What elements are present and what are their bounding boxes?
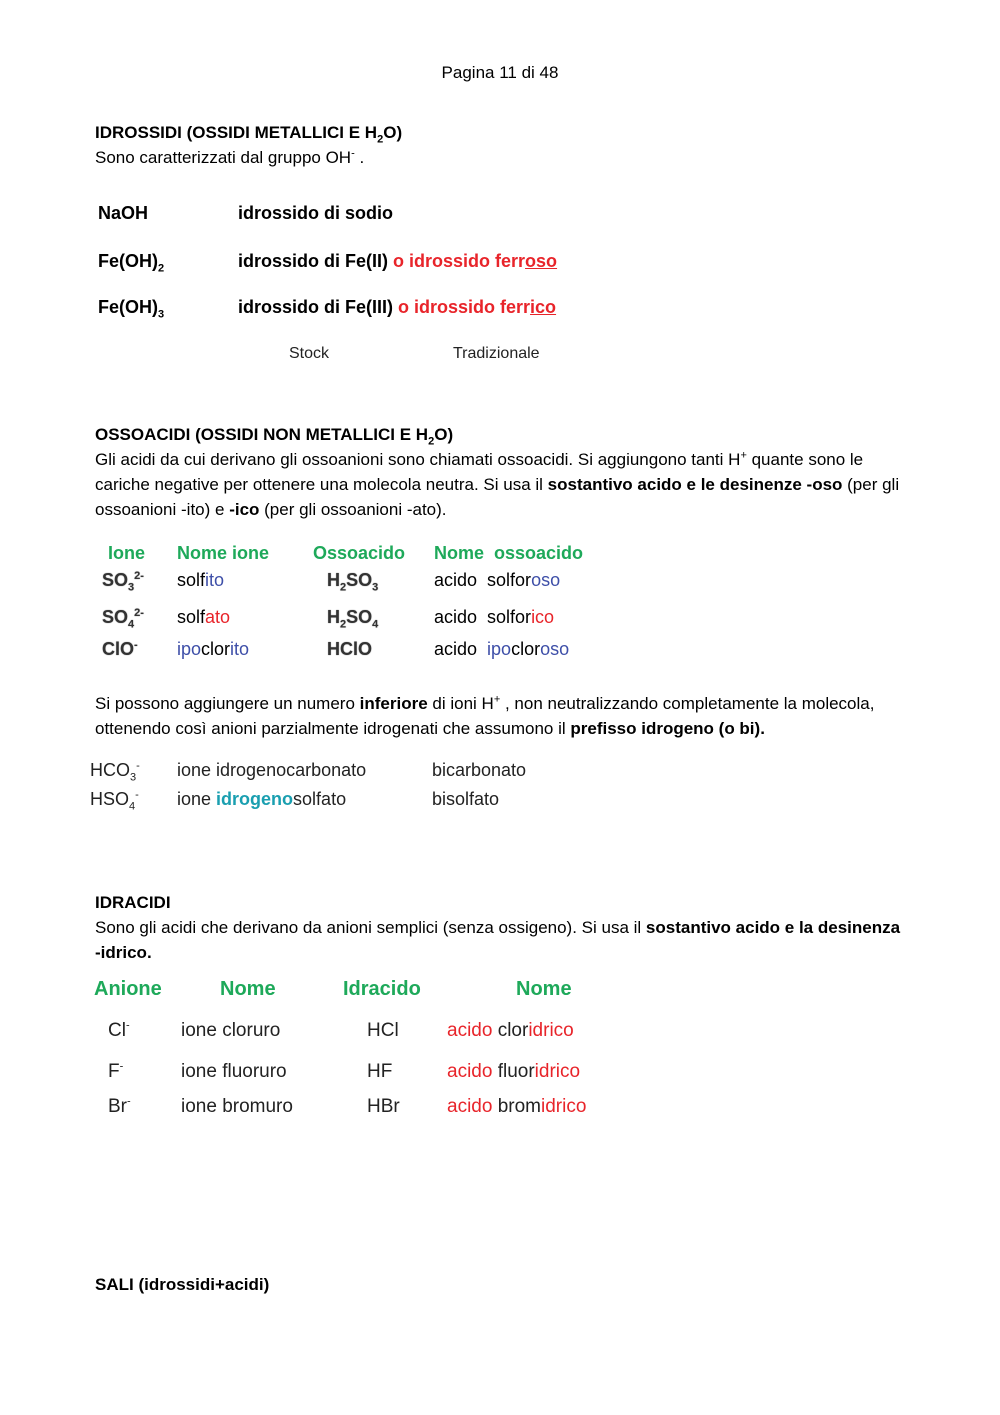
acid-part: H [327,607,340,627]
table-header-nome-ione: Nome ione [177,543,270,563]
idracido-name [447,1096,586,1118]
root: clor [497,1020,529,1041]
symbol: F [108,1061,120,1082]
table-header-nome-ossoacido: Nome ossoacido [434,543,584,563]
root: solf [177,570,206,590]
anion [108,1061,123,1083]
formula-text: Fe(OH) [98,297,158,317]
suffix: ito [230,639,250,659]
ion-sup: 2- [134,607,144,619]
highlight: idrogeno [216,789,294,809]
stock-name: idrossido di Fe(III) [238,297,394,317]
prefix: ipo [177,639,202,659]
anion-name: ione fluoruro [181,1061,287,1082]
section-title-sali: SALI (idrossidi+acidi) [95,1275,270,1294]
formula-sub: 2 [158,262,165,275]
anion [108,1096,131,1118]
sup: - [125,1019,130,1032]
idrossidi-formula: NaOH [98,203,149,223]
table-header-nome-acido: Nome [516,978,572,1000]
symbol: Cl [108,1020,126,1041]
text: Sono gli acidi che derivano da anioni semplici (senza ossigeno). Si usa il [95,918,646,937]
acid-formula: HClO [327,639,372,659]
sup: + [740,449,747,462]
text: Gli acidi da cui derivano gli ossoanioni sono chiamati ossoacidi. Si aggiungono tanti H [95,450,741,469]
symbol: Br [108,1096,127,1117]
table-header-nome: Nome [220,978,276,1000]
text: solfato [293,789,347,809]
acid-name [434,607,554,628]
sub: 3 [130,771,137,784]
trad-suffix: oso [525,251,558,271]
ion-sub: 3 [128,581,135,594]
formula-sub: 3 [158,308,165,321]
suffix: ato [205,607,231,627]
sub: 4 [129,800,136,813]
title-end: O) [383,123,403,142]
title-text: OSSOACIDI (OSSIDI NON METALLICI E H [95,425,429,444]
trad-name: o idrossido ferr [393,297,531,317]
section-title-idrossidi [95,120,402,145]
acid-part: H [327,570,340,590]
root: clor [201,639,231,659]
acid-formula [327,607,379,631]
bold-text: prefisso idrogeno (o bi). [570,719,765,738]
label-stock: Stock [289,345,330,362]
idracido-formula: HBr [367,1096,400,1117]
anion-name: ione cloruro [181,1020,281,1041]
title-sub: 2 [428,435,435,448]
acid-sub: 4 [372,618,379,631]
text: di ioni H [427,694,494,713]
idrossidi-name [238,297,556,318]
acid-name [434,639,569,660]
partial-name: ione idrogenocarbonato [177,760,367,780]
word: acido [447,1020,493,1041]
suffix: idrico [534,1061,581,1082]
anion-name: ione bromuro [181,1096,293,1117]
title-end: O) [434,425,454,444]
acid-part: SO [346,570,373,590]
idracido-formula: HF [367,1061,393,1082]
bold-text: inferiore [359,694,428,713]
mid: clor [511,639,541,659]
sup: - [136,760,140,772]
section-title-ossoacidi [95,422,453,447]
suffix: idrico [541,1096,587,1117]
ion: SO [102,607,129,627]
ion-sup: 2- [134,570,144,582]
partial-name [177,789,346,810]
acid-sub: 2 [340,618,347,631]
bold-text: sostantivo acido e le desinenze -oso [547,475,843,494]
idrossidi-name: idrossido di sodio [238,203,394,223]
table-header-ossoacido: Ossoacido [313,543,406,563]
text: (per gli ossoanioni -ito) e [95,475,900,519]
intro-sup: - [351,147,355,160]
acid-part: SO [346,607,373,627]
idracido-name [447,1061,580,1083]
partial-trad: bicarbonato [432,760,527,780]
ion-sub: 4 [128,618,135,631]
bold-text: sostantivo acido e la desinenza -idrico. [95,918,901,962]
ion-name [177,607,230,628]
table-header-ione: Ione [108,543,146,563]
text: quante sono le cariche negative per ottenere una molecola neutra. Si usa il [95,450,864,494]
idracido-name [447,1020,574,1042]
bold-text: -ico [229,500,260,519]
text: ione [177,789,217,809]
sup: - [127,1095,131,1108]
word: acido [447,1096,493,1117]
ion: SO [102,570,129,590]
partial-formula [90,789,139,813]
root: fluor [497,1061,535,1082]
ion-formula [102,570,144,594]
idrossidi-formula [98,297,165,321]
root: acido solfor [434,570,532,590]
partial-trad: bisolfato [432,789,500,809]
word: acido [447,1061,493,1082]
partial-formula [90,760,140,784]
acid-sub: 3 [372,581,379,594]
table-header-idracido: Idracido [343,978,421,1000]
section-title-idracidi: IDRACIDI [95,893,171,912]
suffix: oso [540,639,570,659]
intro-end: . [354,148,365,167]
trad-name: o idrossido ferr [388,251,526,271]
idracidi-paragraph [95,915,910,965]
formula: HCO [90,760,130,780]
sup: - [135,789,139,801]
acid-formula [327,570,379,594]
title-text: IDROSSIDI (OSSIDI METALLICI E H [95,123,378,142]
idracido-formula: HCl [367,1020,399,1041]
anion [108,1020,130,1042]
label-tradizionale: Tradizionale [453,345,540,362]
suffix: idrico [528,1020,574,1041]
title-sub: 2 [377,133,384,146]
text: Si possono aggiungere un numero [95,694,360,713]
suffix: oso [531,570,561,590]
idrossidi-intro [95,145,364,170]
ion-formula [102,639,138,660]
formula-text: Fe(OH) [98,251,158,271]
ion-sup: - [134,639,138,651]
idrossidi-name [238,251,557,272]
ion: ClO [102,639,135,659]
table-header-anione: Anione [94,978,162,1000]
root: solf [177,607,206,627]
ion-formula [102,607,144,631]
ion-name [177,570,224,591]
text: , non neutralizzando completamente la molecola, ottenendo così anioni parzialmente idrogenati che assumono il [95,694,875,738]
formula: HSO [90,789,130,809]
acid-sub: 2 [340,581,347,594]
sup: + [493,693,501,706]
ossoacidi-paragraph [95,447,910,522]
trad-suffix: ico [530,297,557,317]
prefix: ipo [487,639,512,659]
suffix: ico [531,607,555,627]
page-number: Pagina 11 di 48 [441,63,559,82]
idrossidi-formula [98,251,165,275]
stock-name: idrossido di Fe(II) [238,251,389,271]
ossoacidi-partial-paragraph [95,691,910,741]
ion-name [177,639,249,660]
root: acido solfor [434,607,532,627]
root: acido [434,639,488,659]
suffix: ito [205,570,225,590]
root: brom [497,1096,541,1117]
sup: - [119,1060,124,1073]
acid-name [434,570,560,591]
text: (per gli ossoanioni -ato). [259,500,447,519]
intro-text: Sono caratterizzati dal gruppo OH [95,148,352,167]
